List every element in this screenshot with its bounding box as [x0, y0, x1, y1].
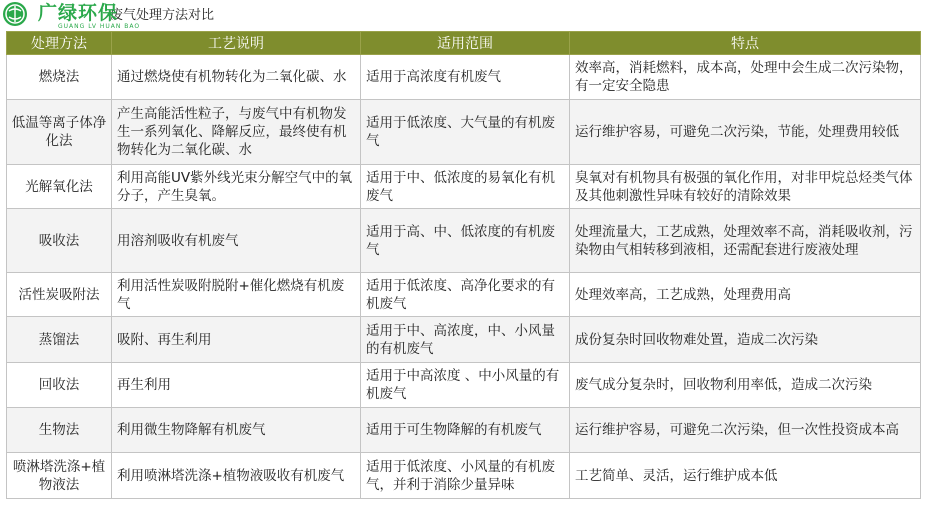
column-header-features: 特点 [570, 32, 921, 55]
table-row [7, 408, 921, 453]
cell-scope: 适用于中、高浓度，中、小风量的有机废气 [361, 317, 570, 363]
cell-features: 废气成分复杂时，回收物利用率低，造成二次污染 [570, 363, 921, 408]
cell-features: 工艺简单、灵活，运行维护成本低 [570, 453, 921, 499]
cell-scope: 适用于可生物降解的有机废气 [361, 408, 570, 453]
comparison-table [6, 31, 921, 499]
table-row [7, 317, 921, 363]
cell-method: 燃烧法 [7, 55, 112, 100]
cell-process: 利用喷淋塔洗涤+植物液吸收有机废气 [112, 453, 361, 499]
cell-features: 效率高，消耗燃料，成本高，处理中会生成二次污染物，有一定安全隐患 [570, 55, 921, 100]
cell-features: 臭氧对有机物具有极强的氧化作用，对非甲烷总烃类气体及其他刺激性异味有较好的清除效果 [570, 165, 921, 209]
table-row [7, 273, 921, 317]
cell-process: 利用高能UV紫外线光束分解空气中的氧分子，产生臭氧。 [112, 165, 361, 209]
brand-name: 广绿环保 [38, 2, 119, 24]
cell-method: 吸收法 [7, 209, 112, 273]
table-row [7, 453, 921, 499]
document-title: 废气处理方法对比 [110, 8, 215, 23]
cell-scope: 适用于低浓度、小风量的有机废气，并利于消除少量异味 [361, 453, 570, 499]
page-header [0, 0, 930, 31]
cell-scope: 适用于高浓度有机废气 [361, 55, 570, 100]
cell-features: 运行维护容易，可避免二次污染，节能，处理费用较低 [570, 100, 921, 165]
cell-features: 处理效率高，工艺成熟，处理费用高 [570, 273, 921, 317]
cell-method: 低温等离子体净化法 [7, 100, 112, 165]
cell-scope: 适用于低浓度、高净化要求的有机废气 [361, 273, 570, 317]
cell-process: 利用活性炭吸附脱附+催化燃烧有机废气 [112, 273, 361, 317]
cell-features: 处理流量大，工艺成熟，处理效率不高，消耗吸收剂，污染物由气相转移到液相，还需配套进行废液处理 [570, 209, 921, 273]
cell-scope: 适用于中高浓度 、中小风量的有机废气 [361, 363, 570, 408]
cell-scope: 适用于中、低浓度的易氧化有机废气 [361, 165, 570, 209]
cell-method: 回收法 [7, 363, 112, 408]
cell-features: 运行维护容易，可避免二次污染，但一次性投资成本高 [570, 408, 921, 453]
cell-features: 成份复杂时回收物难处置，造成二次污染 [570, 317, 921, 363]
cell-method: 活性炭吸附法 [7, 273, 112, 317]
column-header-scope: 适用范围 [361, 32, 570, 55]
company-logo-icon [2, 1, 28, 27]
cell-method: 蒸馏法 [7, 317, 112, 363]
cell-process: 利用微生物降解有机废气 [112, 408, 361, 453]
cell-process: 再生利用 [112, 363, 361, 408]
table-row [7, 55, 921, 100]
cell-method: 喷淋塔洗涤+植物液法 [7, 453, 112, 499]
column-header-process: 工艺说明 [112, 32, 361, 55]
cell-process: 产生高能活性粒子，与废气中有机物发生一系列氧化、降解反应，最终使有机物转化为二氧化碳、水 [112, 100, 361, 165]
table-header-row [7, 32, 921, 55]
cell-method: 光解氧化法 [7, 165, 112, 209]
cell-process: 用溶剂吸收有机废气 [112, 209, 361, 273]
cell-process: 通过燃烧使有机物转化为二氧化碳、水 [112, 55, 361, 100]
cell-method: 生物法 [7, 408, 112, 453]
column-header-method: 处理方法 [7, 32, 112, 55]
table-row [7, 363, 921, 408]
table-row [7, 209, 921, 273]
cell-process: 吸附、再生利用 [112, 317, 361, 363]
cell-scope: 适用于高、中、低浓度的有机废气 [361, 209, 570, 273]
table-row [7, 100, 921, 165]
brand-subtitle: GUANG LV HUAN BAO [58, 23, 141, 30]
table-row [7, 165, 921, 209]
cell-scope: 适用于低浓度、大气量的有机废气 [361, 100, 570, 165]
